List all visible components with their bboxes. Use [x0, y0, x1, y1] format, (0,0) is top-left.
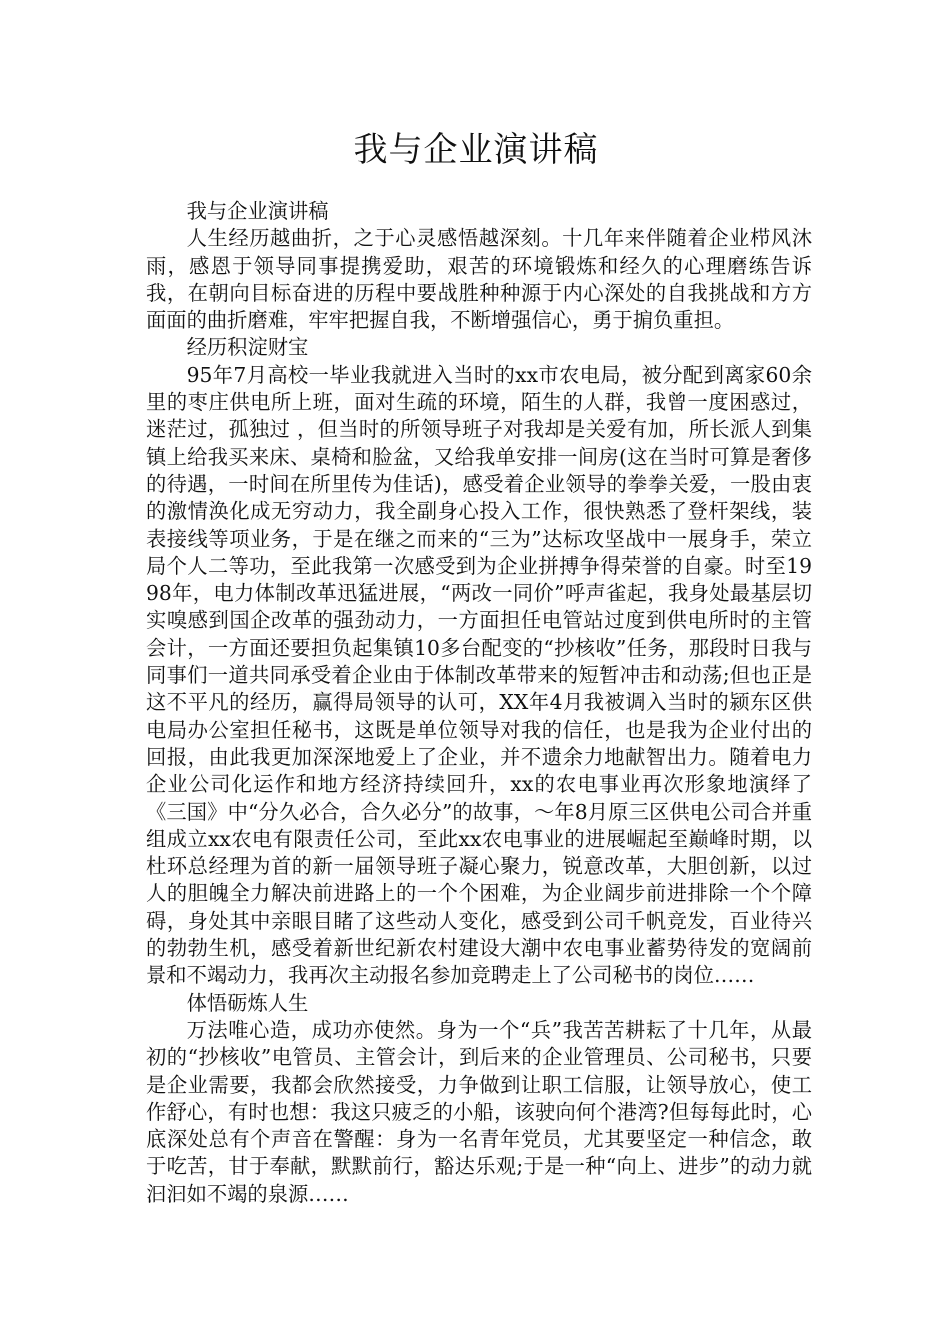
document-page	[146, 0, 818, 1344]
section-heading-life: 体悟砺炼人生	[186, 990, 309, 1015]
paragraph-experience: 95年7月高校一毕业我就进入当时的xx市农电局，被分配到离家60余里的枣庄供电所上班，面对生疏的环境，陌生的人群，我曾一度困惑过，迷茫过，孤独过 ，但当时的所领导班子对我却是关爱有加，所长派人到集镇上给我买来床、桌椅和脸盆，又给我单安排一间房(这在当时可算是奢侈的待遇，一时间在所里传为佳话)，感受着企业领导的拳拳关爱，一股由衷的激情涣化成无穷动力，我全副身心投入工作，很快熟悉了登杆架线，装表接线等项业务，于是在继之而来的“三为”达标攻坚战中一展身手，荣立局个人二等功，至此我第一次感受到为企业拼搏争得荣誉的自豪。时至1998年，电力体制改革迅猛进展，“两改一同价”呼声雀起，我身处最基层切实嗅感到国企改革的强劲动力，一方面担任电管站过度到供电所时的主管会计，一方面还要担负起集镇10多台配变的“抄核收”任务，那段时日我与同事们一道共同承受着企业由于体制改革带来的短暂冲击和动荡;但也正是这不平凡的经历，赢得局领导的认可，XX年4月我被调入当时的颍东区供电局办公室担任秘书，这既是单位领导对我的信任，也是我为企业付出的回报，由此我更加深深地爱上了企业，并不遗余力地献智出力。随着电力企业公司化运作和地方经济持续回升，xx的农电事业再次形象地演绎了《三国》中“分久必合，合久必分”的故事，～年8月原三区供电公司合并重组成立xx农电有限责任公司，至此xx农电事业的进展崛起至巅峰时期，以杜环总经理为首的新一届领导班子凝心聚力，锐意改革，大胆创新，以过人的胆魄全力解决前进路上的一个个困难，为企业阔步前进排除一个个障碍，身处其中亲眼目睹了这些动人变化，感受到公司千帆竞发，百业待兴的勃勃生机，感受着新世纪新农村建设大潮中农电事业蓄势待发的宽阔前景和不竭动力，我再次主动报名参加竞聘走上了公司秘书的岗位……	[146, 362, 812, 988]
paragraph-intro: 人生经历越曲折，之于心灵感悟越深刻。十几年来伴随着企业栉风沐雨，感恩于领导同事提携爱助，艰苦的环境锻炼和经久的心理磨练告诉我，在朝向目标奋进的历程中要战胜种种源于内心深处的自我挑战和方方面面的曲折磨难，牢牢把握自我，不断增强信心，勇于掮负重担。	[146, 226, 812, 333]
document-body	[146, 198, 812, 1208]
section-heading-experience: 经历积淀财宝	[186, 335, 309, 360]
paragraph-subtitle: 我与企业演讲稿	[186, 199, 329, 223]
document-title: 我与企业演讲稿	[353, 130, 599, 170]
paragraph-life: 万法唯心造，成功亦使然。身为一个“兵”我苦苦耕耘了十几年，从最初的“抄核收”电管员、主管会计，到后来的企业管理员、公司秘书，只要是企业需要，我都会欣然接受，力争做到让职工信服，让领导放心，使工作舒心，有时也想：我这只疲乏的小船，该驶向何个港湾?但每每此时，心底深处总有个声音在警醒：身为一名青年党员，尤其要坚定一种信念，敢于吃苦，甘于奉献，默默前行，豁达乐观;于是一种“向上、进步”的动力就汩汩如不竭的泉源……	[146, 1017, 812, 1206]
